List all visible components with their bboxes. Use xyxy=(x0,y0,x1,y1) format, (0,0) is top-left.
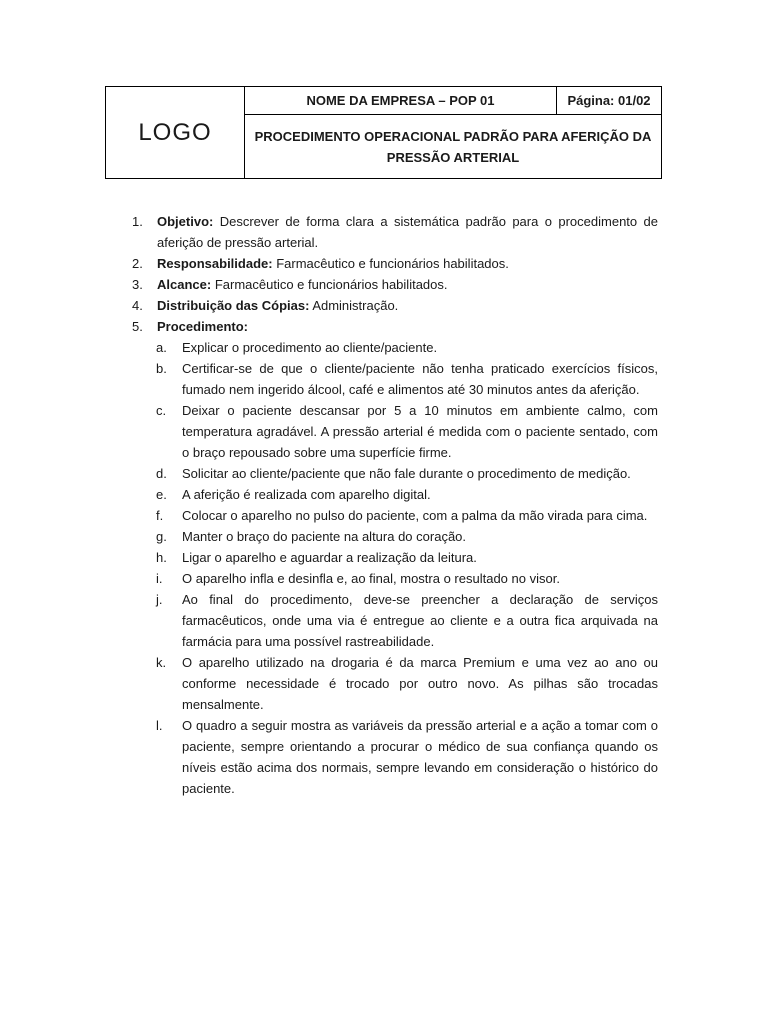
item-label: Responsabilidade: xyxy=(157,256,273,271)
list-item-objetivo xyxy=(132,211,658,253)
step-text: Certificar-se de que o cliente/paciente não tenha praticado exercícios físicos, fumado nem ingerido álcool, café e alimentos até 30 minutos antes da aferição. xyxy=(182,361,658,397)
procedure-list xyxy=(132,211,658,799)
procedure-step xyxy=(132,652,658,715)
step-text: O aparelho infla e desinfla e, ao final, mostra o resultado no visor. xyxy=(182,571,560,586)
step-letter: h. xyxy=(156,550,167,565)
step-text: Manter o braço do paciente na altura do coração. xyxy=(182,529,467,544)
item-number: 1. xyxy=(132,214,143,229)
list-item-procedimento xyxy=(132,316,658,337)
procedure-step xyxy=(132,505,658,526)
item-label: Procedimento: xyxy=(157,319,249,334)
item-text: Descrever de forma clara a sistemática padrão para o procedimento de aferição de pressão arterial. xyxy=(157,214,658,250)
item-number: 5. xyxy=(132,319,143,334)
item-number: 2. xyxy=(132,256,143,271)
item-text: Administração. xyxy=(309,298,399,313)
procedure-step xyxy=(132,463,658,484)
item-label: Alcance: xyxy=(157,277,212,292)
step-letter: f. xyxy=(156,508,164,523)
procedure-step xyxy=(132,358,658,400)
list-item-alcance xyxy=(132,274,658,295)
list-item-distribuicao xyxy=(132,295,658,316)
logo-placeholder: LOGO xyxy=(106,87,245,178)
step-text: Deixar o paciente descansar por 5 a 10 minutos em ambiente calmo, com temperatura agradável. A pressão arterial é medida com o paciente sentado, com o braço repousado sobre uma superfície firme. xyxy=(182,403,658,460)
item-text: Farmacêutico e funcionários habilitados. xyxy=(272,256,509,271)
step-letter: i. xyxy=(156,571,163,586)
item-label: Objetivo: xyxy=(157,214,214,229)
step-letter: j. xyxy=(156,592,163,607)
step-letter: d. xyxy=(156,466,167,481)
step-letter: l. xyxy=(156,718,163,733)
procedure-step xyxy=(132,568,658,589)
procedure-step xyxy=(132,715,658,799)
step-text: Colocar o aparelho no pulso do paciente, com a palma da mão virada para cima. xyxy=(182,508,648,523)
step-text: Ao final do procedimento, deve-se preencher a declaração de serviços farmacêuticos, onde uma via é entregue ao cliente e a outra fica arquivada na farmácia para uma possível rastreabilidade. xyxy=(182,592,658,649)
step-letter: k. xyxy=(156,655,167,670)
procedure-step xyxy=(132,337,658,358)
document-title: PROCEDIMENTO OPERACIONAL PADRÃO PARA AFERIÇÃO DA PRESSÃO ARTERIAL xyxy=(254,128,652,165)
step-letter: a. xyxy=(156,340,167,355)
step-text: Explicar o procedimento ao cliente/paciente. xyxy=(182,340,438,355)
step-text: A aferição é realizada com aparelho digital. xyxy=(182,487,431,502)
item-text: Farmacêutico e funcionários habilitados. xyxy=(211,277,448,292)
step-text: Ligar o aparelho e aguardar a realização da leitura. xyxy=(182,550,477,565)
procedure-step xyxy=(132,526,658,547)
item-number: 4. xyxy=(132,298,143,313)
step-letter: e. xyxy=(156,487,167,502)
page-number: Página: 01/02 xyxy=(557,87,661,115)
step-text: O aparelho utilizado na drogaria é da marca Premium e uma vez ao ano ou conforme necessidade é trocado por outro novo. As pilhas são trocadas mensalmente. xyxy=(182,655,658,712)
item-label: Distribuição das Cópias: xyxy=(157,298,310,313)
step-letter: c. xyxy=(156,403,167,418)
procedure-step xyxy=(132,589,658,652)
step-letter: g. xyxy=(156,529,167,544)
header-table xyxy=(105,86,662,179)
procedure-step xyxy=(132,547,658,568)
company-name: NOME DA EMPRESA – POP 01 xyxy=(245,87,557,115)
procedure-step xyxy=(132,484,658,505)
list-item-responsabilidade xyxy=(132,253,658,274)
step-letter: b. xyxy=(156,361,167,376)
step-text: O quadro a seguir mostra as variáveis da pressão arterial e a ação a tomar com o paciente, sempre orientando a procurar o médico de sua confiança quando os níveis estão acima dos normais, sempre levando em consideração o histórico do paciente. xyxy=(182,718,658,796)
procedure-step xyxy=(132,400,658,463)
item-number: 3. xyxy=(132,277,143,292)
step-text: Solicitar ao cliente/paciente que não fale durante o procedimento de medição. xyxy=(182,466,631,481)
